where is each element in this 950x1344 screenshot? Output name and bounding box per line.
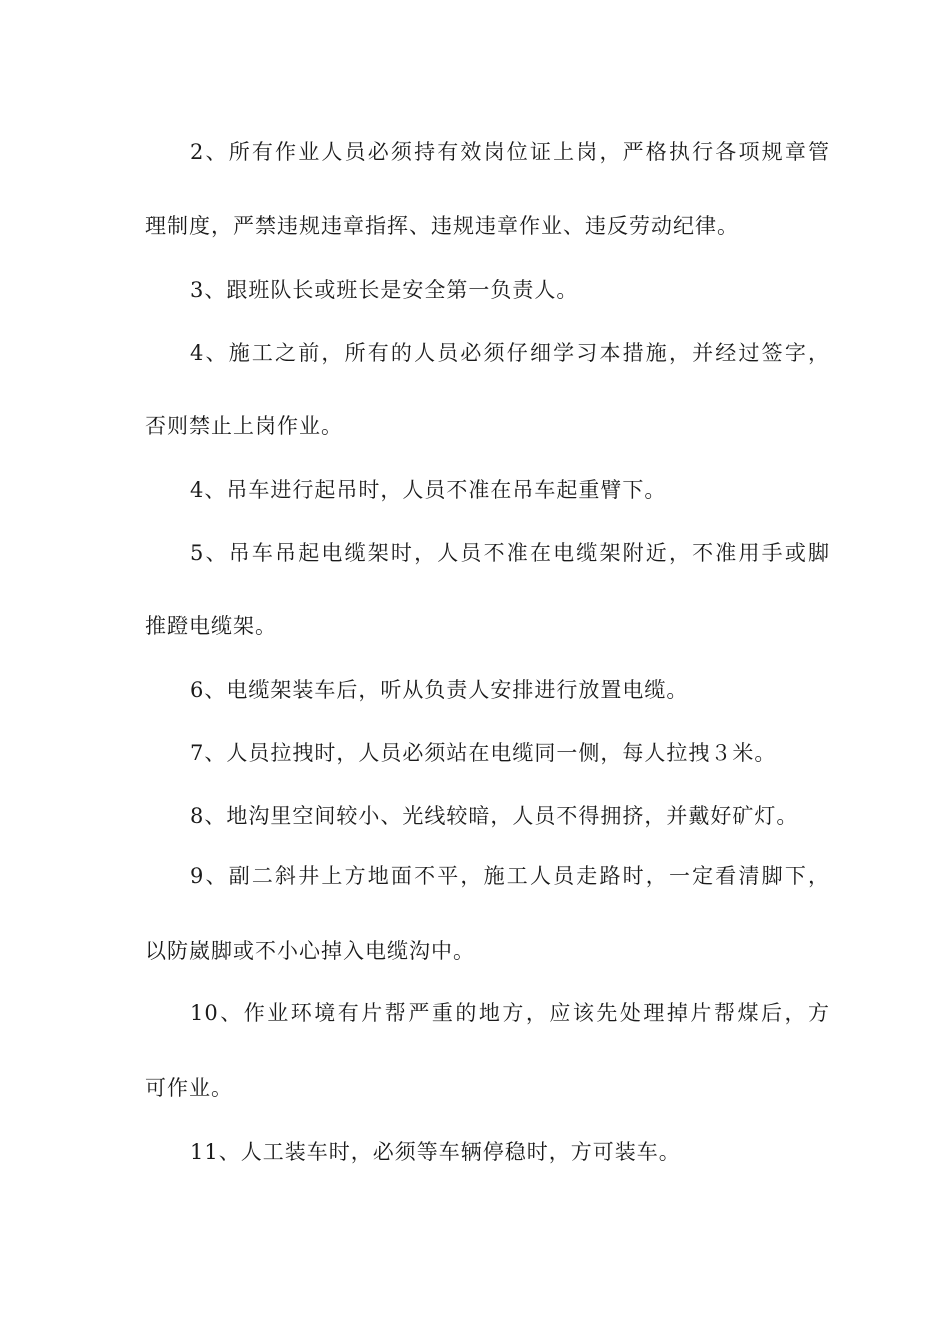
paragraph-5-line-1: 5、吊车吊起电缆架时，人员不准在电缆架附近，不准用手或脚: [190, 541, 830, 565]
paragraph-10-line-1: 10、作业环境有片帮严重的地方，应该先处理掉片帮煤后，方: [190, 1001, 830, 1025]
paragraph-9-line-1: 9、副二斜井上方地面不平，施工人员走路时，一定看清脚下，: [190, 864, 830, 888]
paragraph-10-line-2: 可作业。: [145, 1076, 233, 1100]
paragraph-2-line-1: 2、所有作业人员必须持有效岗位证上岗，严格执行各项规章管: [190, 140, 830, 164]
paragraph-4a-line-1: 4、施工之前，所有的人员必须仔细学习本措施，并经过签字，: [190, 341, 830, 365]
paragraph-3: 3、跟班队长或班长是安全第一负责人。: [190, 278, 579, 302]
paragraph-4a-line-2: 否则禁止上岗作业。: [145, 414, 343, 438]
paragraph-5-line-2: 推蹬电缆架。: [145, 614, 277, 638]
paragraph-6: 6、电缆架装车后，听从负责人安排进行放置电缆。: [190, 678, 689, 702]
paragraph-8: 8、地沟里空间较小、光线较暗，人员不得拥挤，并戴好矿灯。: [190, 804, 799, 828]
paragraph-9-line-2: 以防崴脚或不小心掉入电缆沟中。: [145, 939, 475, 963]
paragraph-7: 7、人员拉拽时，人员必须站在电缆同一侧，每人拉拽３米。: [190, 741, 777, 765]
paragraph-2-line-2: 理制度，严禁违规违章指挥、违规违章作业、违反劳动纪律。: [145, 214, 739, 238]
paragraph-4b: 4、吊车进行起吊时，人员不准在吊车起重臂下。: [190, 478, 667, 502]
paragraph-11: 11、人工装车时，必须等车辆停稳时，方可装车。: [190, 1140, 681, 1164]
